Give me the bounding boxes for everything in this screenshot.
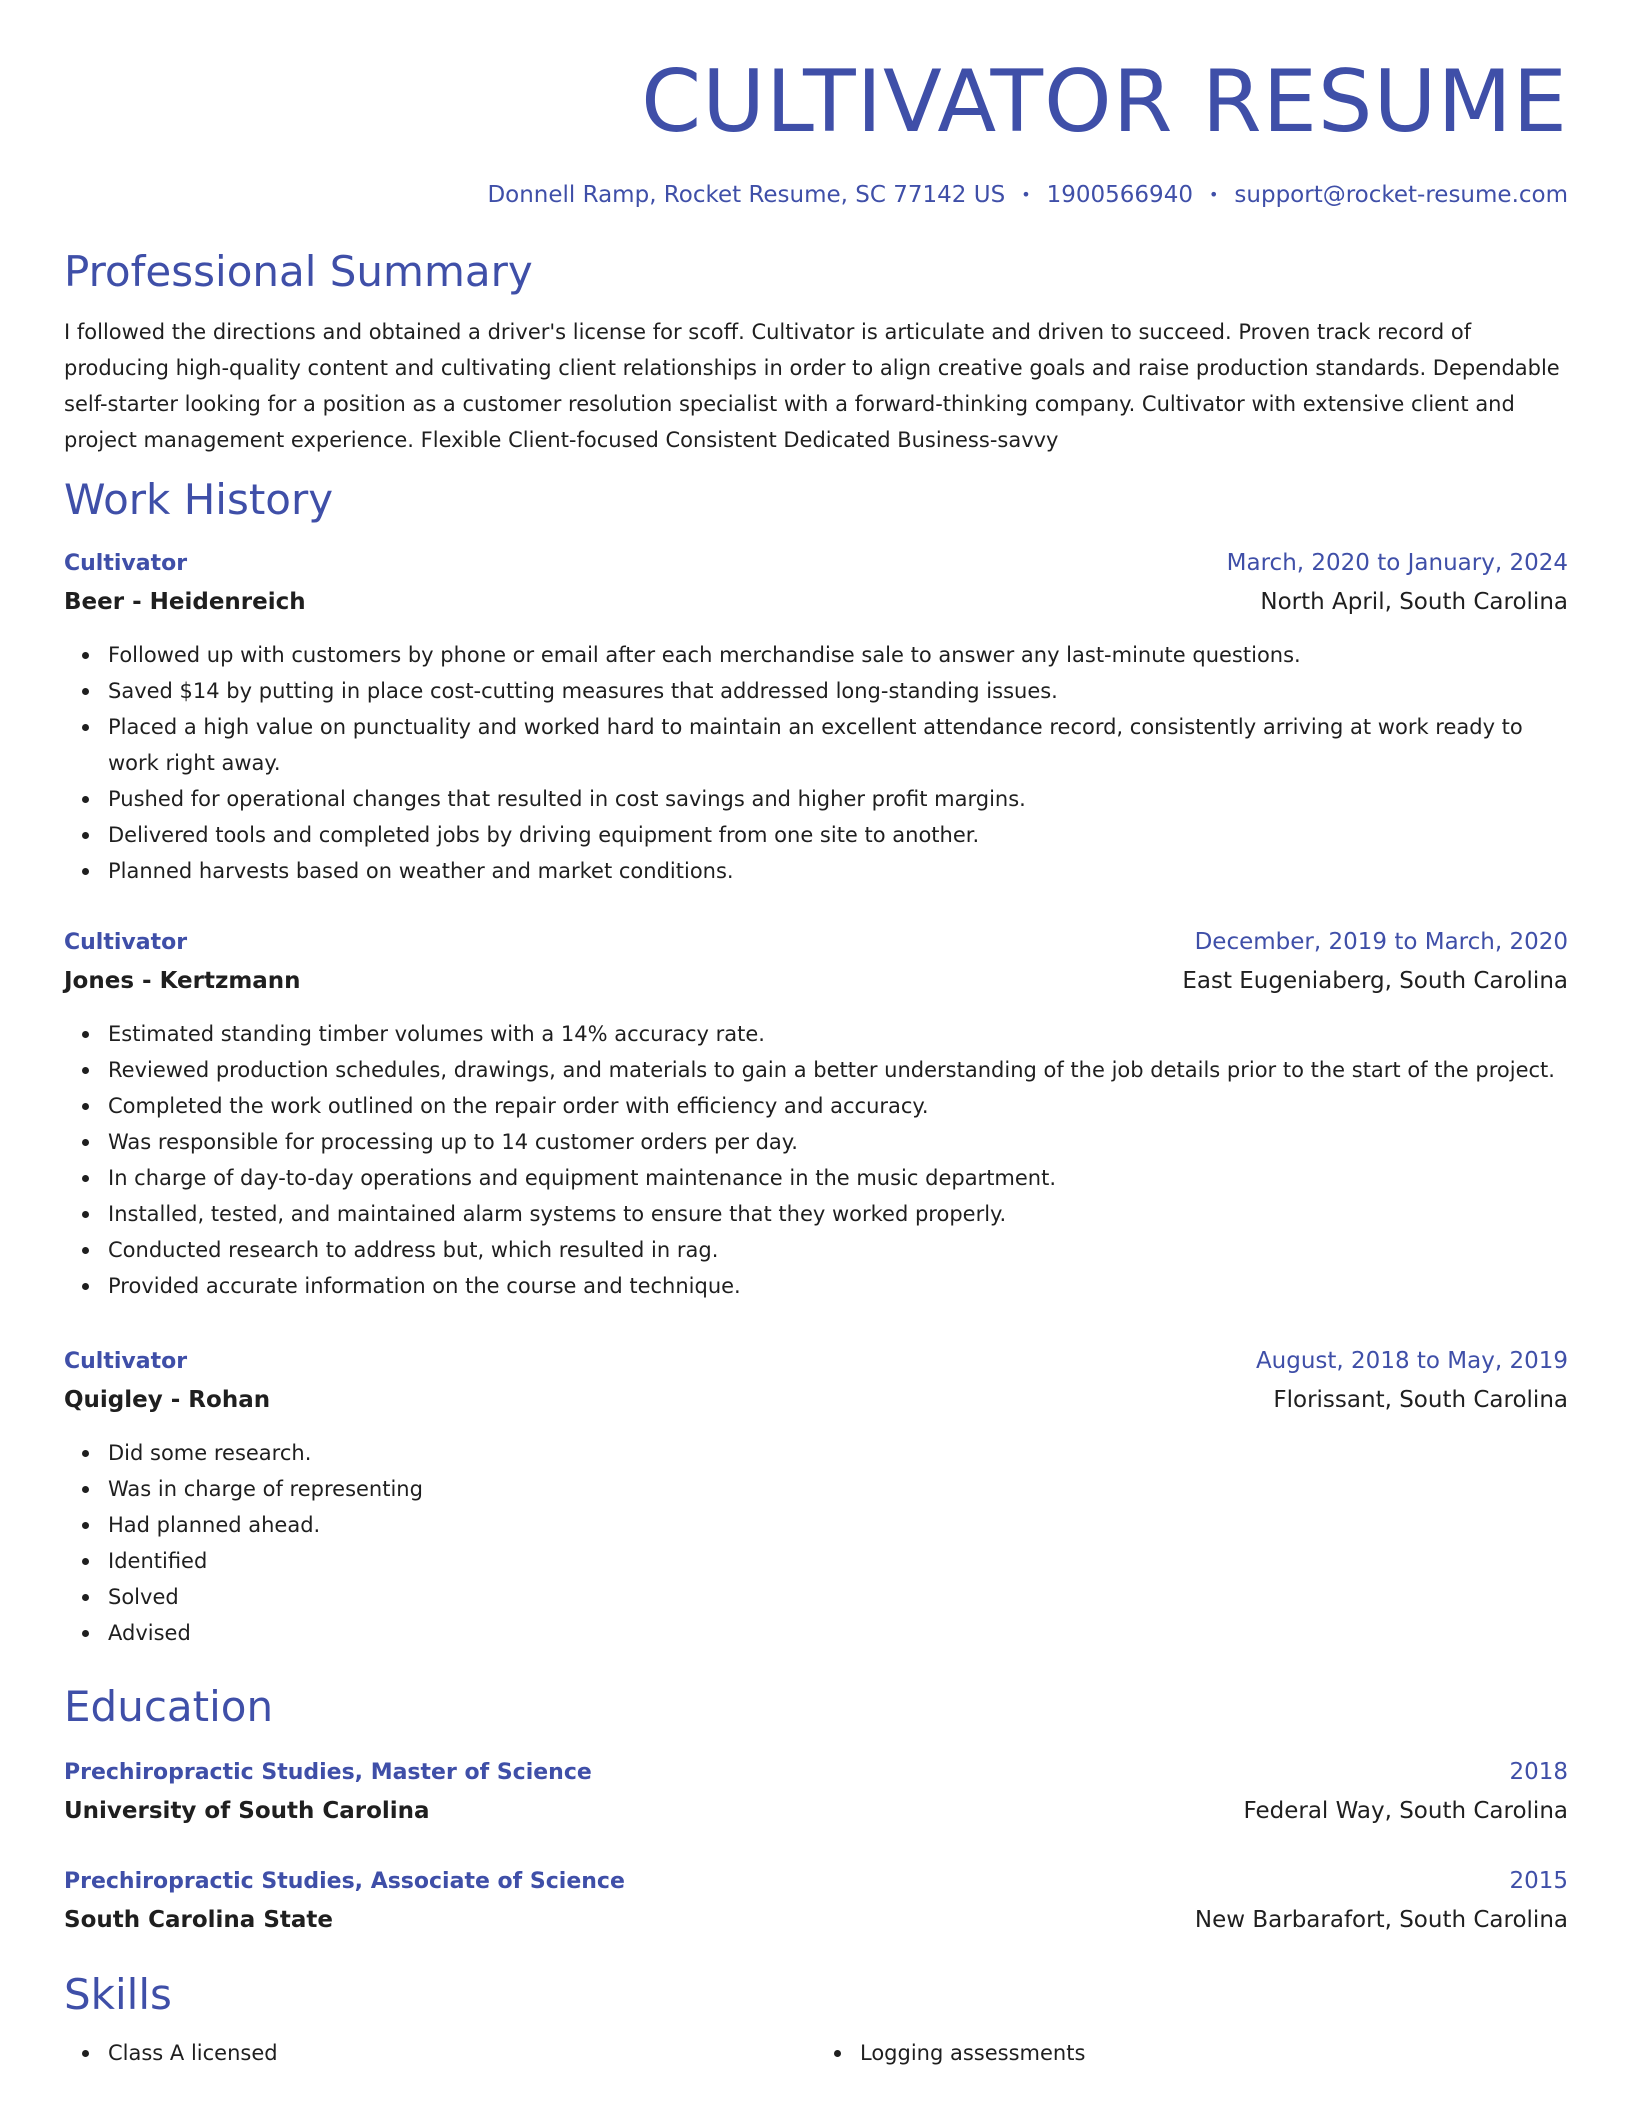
job-bullet: Installed, tested, and maintained alarm systems to ensure that they worked properly.	[108, 1196, 1568, 1232]
job-dates: December, 2019 to March, 2020	[1194, 929, 1568, 955]
job-bullets	[64, 1435, 1568, 1651]
education-year: 2015	[1509, 1868, 1568, 1894]
job-bullet: Completed the work outlined on the repair order with efficiency and accuracy.	[108, 1088, 1568, 1124]
job-title: Cultivator	[64, 1349, 188, 1374]
job-bullet: Followed up with customers by phone or email after each merchandise sale to answer any last-minute questions.	[108, 637, 1568, 673]
job-location: East Eugeniaberg, South Carolina	[1182, 968, 1568, 994]
skills-column-right	[816, 2035, 1568, 2071]
education-entry	[64, 1862, 1568, 1939]
job-entry	[64, 1342, 1568, 1651]
education-location: Federal Way, South Carolina	[1243, 1798, 1568, 1824]
job-title: Cultivator	[64, 930, 188, 955]
education-entry	[64, 1753, 1568, 1830]
education-school: University of South Carolina	[64, 1798, 430, 1824]
job-bullet: In charge of day-to-day operations and equipment maintenance in the music department.	[108, 1160, 1568, 1196]
education-degree: Prechiropractic Studies, Master of Science	[64, 1760, 592, 1785]
job-bullets	[64, 1016, 1568, 1304]
job-bullet: Provided accurate information on the course and technique.	[108, 1268, 1568, 1304]
job-bullets	[64, 637, 1568, 889]
job-employer: Beer - Heidenreich	[64, 589, 306, 615]
job-bullet: Was in charge of representing	[108, 1471, 1568, 1507]
job-location: Florissant, South Carolina	[1273, 1387, 1568, 1413]
skill-item: Logging assessments	[860, 2035, 1568, 2071]
contact-line	[64, 178, 1568, 212]
job-entry	[64, 923, 1568, 1304]
work-history-heading: Work History	[64, 475, 334, 524]
job-bullet: Had planned ahead.	[108, 1507, 1568, 1543]
contact-separator: •	[1208, 185, 1219, 204]
contact-address: Donnell Ramp, Rocket Resume, SC 77142 US	[487, 182, 1006, 208]
job-bullet: Delivered tools and completed jobs by driving equipment from one site to another.	[108, 817, 1568, 853]
job-employer: Jones - Kertzmann	[64, 968, 301, 994]
summary-text: I followed the directions and obtained a driver's license for scoff. Cultivator is articulate and driven to succeed. Proven track record of producing high-quality content and cultivating client relationships in order to align creative goals and raise production standards. Dependable self-starter looking for a position as a customer resolution specialist with a forward-thinking company. Cultivator with extensive client and project management experience. Flexible Client-focused Consistent Dedicated Business-savvy	[64, 320, 1560, 452]
job-bullet: Pushed for operational changes that resulted in cost savings and higher profit margins.	[108, 781, 1568, 817]
education-year: 2018	[1509, 1759, 1568, 1785]
job-bullet: Was responsible for processing up to 14 customer orders per day.	[108, 1124, 1568, 1160]
job-bullet: Placed a high value on punctuality and worked hard to maintain an excellent attendance record, consistently arriving at work ready to work right away.	[108, 709, 1568, 781]
resume-header	[64, 0, 1568, 212]
skills-list	[64, 2035, 1568, 2071]
education-heading: Education	[64, 1682, 274, 1731]
job-dates: March, 2020 to January, 2024	[1226, 550, 1568, 576]
contact-email: support@rocket-resume.com	[1234, 182, 1568, 208]
skill-item: Class A licensed	[108, 2035, 816, 2071]
job-bullet: Advised	[108, 1615, 1568, 1651]
job-bullet: Did some research.	[108, 1435, 1568, 1471]
education-school: South Carolina State	[64, 1907, 334, 1933]
summary-heading: Professional Summary	[64, 247, 533, 296]
skills-heading: Skills	[64, 1970, 172, 2019]
education-location: New Barbarafort, South Carolina	[1194, 1907, 1568, 1933]
job-bullet: Solved	[108, 1579, 1568, 1615]
resume-title: CULTIVATOR RESUME	[641, 52, 1568, 152]
job-bullet: Reviewed production schedules, drawings, and materials to gain a better understanding of the job details prior to the start of the project.	[108, 1052, 1568, 1088]
job-employer: Quigley - Rohan	[64, 1387, 271, 1413]
job-location: North April, South Carolina	[1260, 589, 1568, 615]
education-degree: Prechiropractic Studies, Associate of Science	[64, 1869, 625, 1894]
job-dates: August, 2018 to May, 2019	[1255, 1348, 1568, 1374]
contact-separator: •	[1021, 185, 1031, 204]
job-bullet: Estimated standing timber volumes with a 14% accuracy rate.	[108, 1016, 1568, 1052]
job-bullet: Planned harvests based on weather and market conditions.	[108, 853, 1568, 889]
contact-phone: 1900566940	[1046, 182, 1193, 208]
job-title: Cultivator	[64, 551, 188, 576]
job-entry	[64, 544, 1568, 889]
job-bullet: Identified	[108, 1543, 1568, 1579]
skills-column-left	[64, 2035, 816, 2071]
job-bullet: Conducted research to address but, which resulted in rag.	[108, 1232, 1568, 1268]
job-bullet: Saved $14 by putting in place cost-cutting measures that addressed long-standing issues.	[108, 673, 1568, 709]
